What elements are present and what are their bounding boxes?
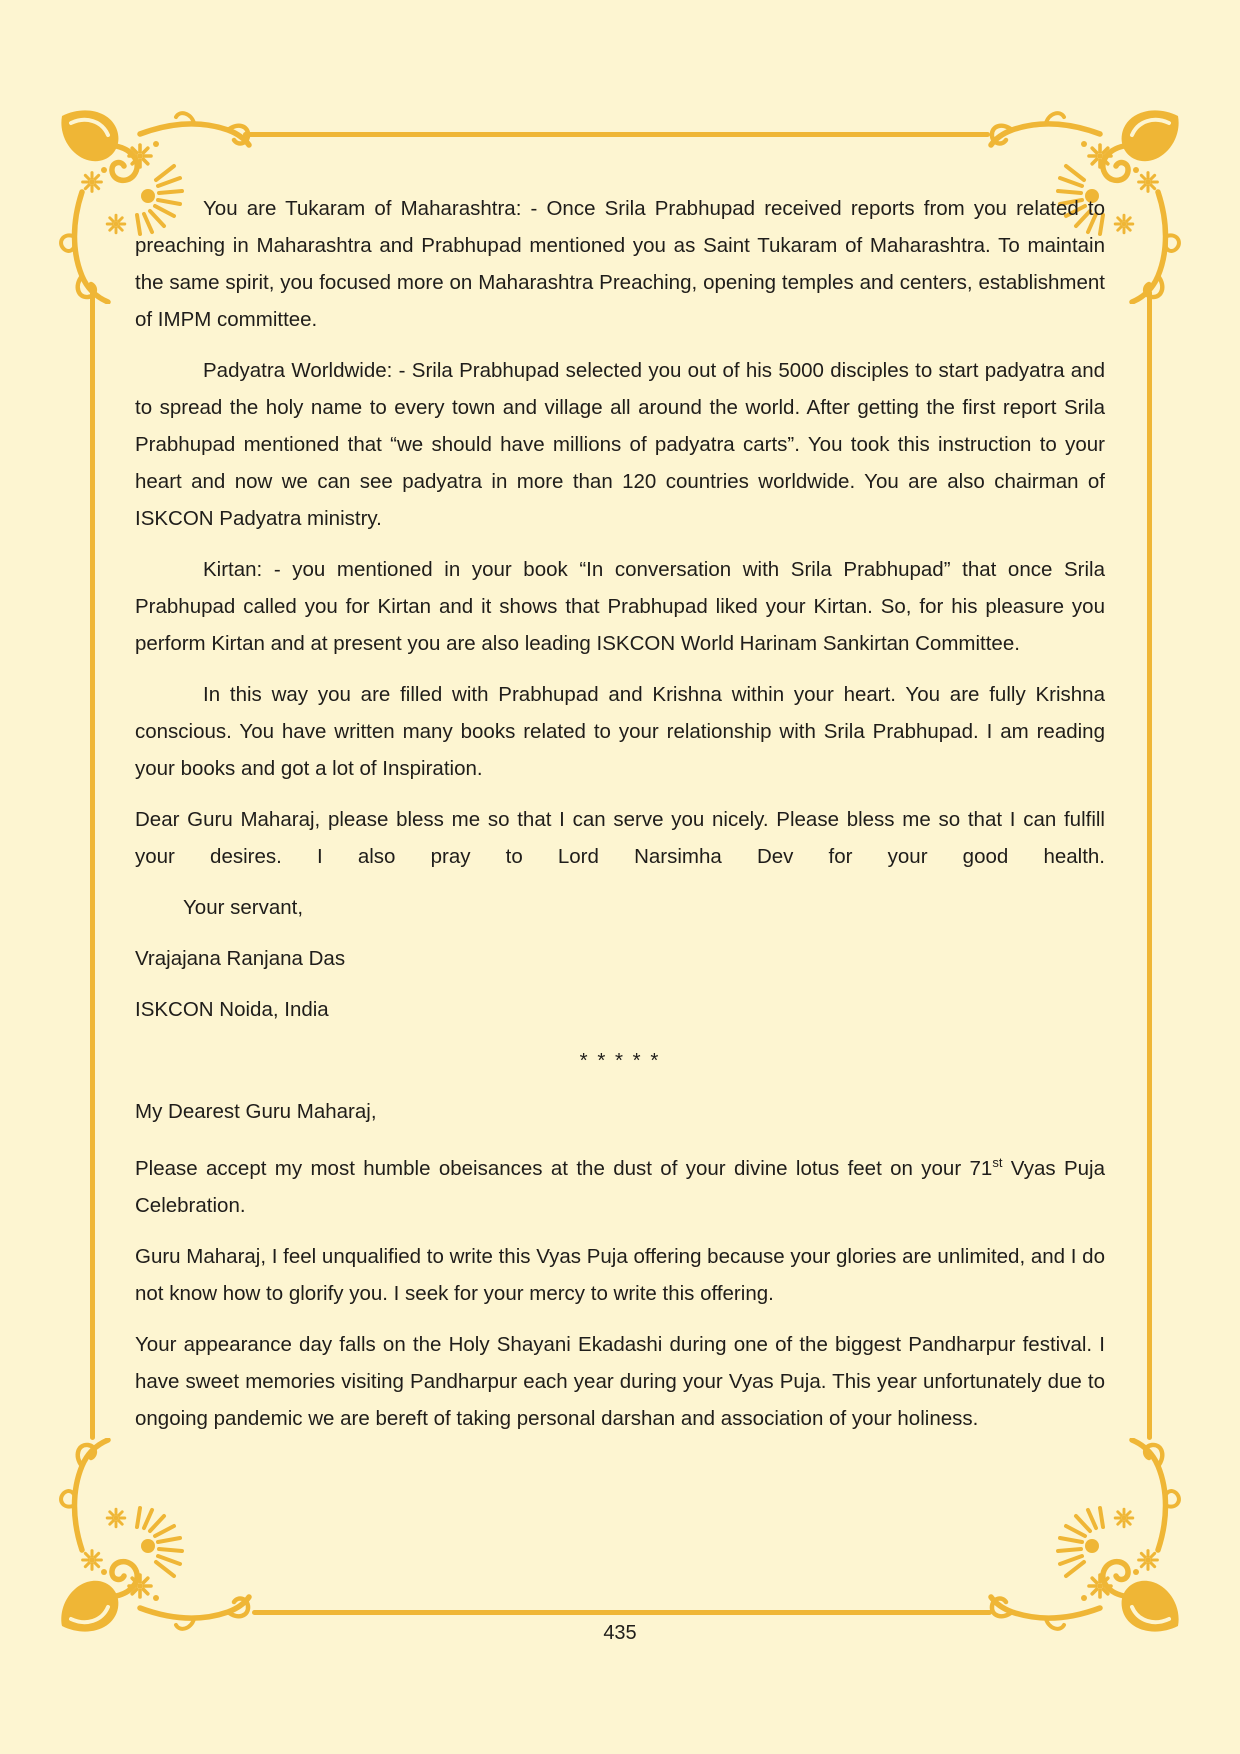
border-line-right bbox=[1147, 290, 1152, 1440]
border-line-left bbox=[90, 290, 95, 1440]
letter1-paragraph-tukaram: You are Tukaram of Maharashtra: - Once Srila Prabhupad received reports from you related to preaching in Maharashtra and Prabhupad mentioned you as Saint Tukaram of Maharashtra. To maintain the same spirit, you focused more on Maharashtra Preaching, opening temples and centers, establishment of IMPM committee. bbox=[135, 197, 1105, 331]
letter1-paragraph-padyatra: Padyatra Worldwide: - Srila Prabhupad selected you out of his 5000 disciples to start padyatra and to spread the holy name to every town and village all around the world. After getting the first report Srila Prabhupad mentioned that “we should have millions of padyatra carts”. You took this instruction to your heart and now we can see padyatra in more than 120 countries worldwide. You are also chairman of ISKCON Padyatra ministry. bbox=[135, 359, 1105, 530]
letter1-closing-salutation: Your servant, bbox=[183, 896, 304, 919]
border-line-top bbox=[243, 132, 990, 137]
letter2-salutation: My Dearest Guru Maharaj, bbox=[135, 1100, 377, 1123]
section-separator: * * * * * bbox=[579, 1049, 661, 1072]
obeisance-text-after: Vyas Puja Celebration. bbox=[135, 1156, 1105, 1217]
corner-flourish-bottom-right-icon bbox=[988, 1438, 1188, 1638]
letter2-paragraph-appearance-day: Your appearance day falls on the Holy Shayani Ekadashi during one of the biggest Pandharpur festival. I have sweet memories visiting Pandharpur each year during your Vyas Puja. This year unfortunately due to ongoing pandemic we are bereft of taking personal darshan and association of your holiness. bbox=[135, 1332, 1105, 1430]
letter1-closing-name: Vrajajana Ranjana Das bbox=[135, 947, 346, 970]
letter1-paragraph-kirtan: Kirtan: - you mentioned in your book “In conversation with Srila Prabhupad” that once Srila Prabhupad called you for Kirtan and it shows that Prabhupad liked your Kirtan. So, for his pleasure you perform Kirtan and at present you are also leading ISKCON World Harinam Sankirtan Committee. bbox=[135, 558, 1105, 655]
letter2-paragraph-obeisance bbox=[135, 1144, 1105, 1224]
letter1-paragraph-krishna-conscious: In this way you are filled with Prabhupad and Krishna within your heart. You are fully Krishna conscious. You have written many books related to your relationship with Srila Prabhupad. I am reading your books and got a lot of Inspiration. bbox=[135, 683, 1105, 780]
letter1-paragraph-blessing: Dear Guru Maharaj, please bless me so that I can serve you nicely. Please bless me so that I can fulfill your desires. I also pray to Lord Narsimha Dev for your good health. bbox=[135, 808, 1105, 868]
obeisance-ordinal-suffix: st bbox=[992, 1155, 1003, 1170]
letter2-paragraph-unqualified: Guru Maharaj, I feel unqualified to write this Vyas Puja offering because your glories are unlimited, and I do not know how to glorify you. I seek for your mercy to write this offering. bbox=[135, 1244, 1105, 1305]
page-content bbox=[135, 190, 1105, 1451]
border-line-bottom bbox=[252, 1610, 992, 1615]
corner-flourish-bottom-left-icon bbox=[52, 1438, 252, 1638]
obeisance-text-before: Please accept my most humble obeisances at the dust of your divine lotus feet on your 71 bbox=[135, 1156, 993, 1180]
page-number: 435 bbox=[603, 1622, 637, 1644]
letter1-closing-location: ISKCON Noida, India bbox=[135, 998, 329, 1021]
